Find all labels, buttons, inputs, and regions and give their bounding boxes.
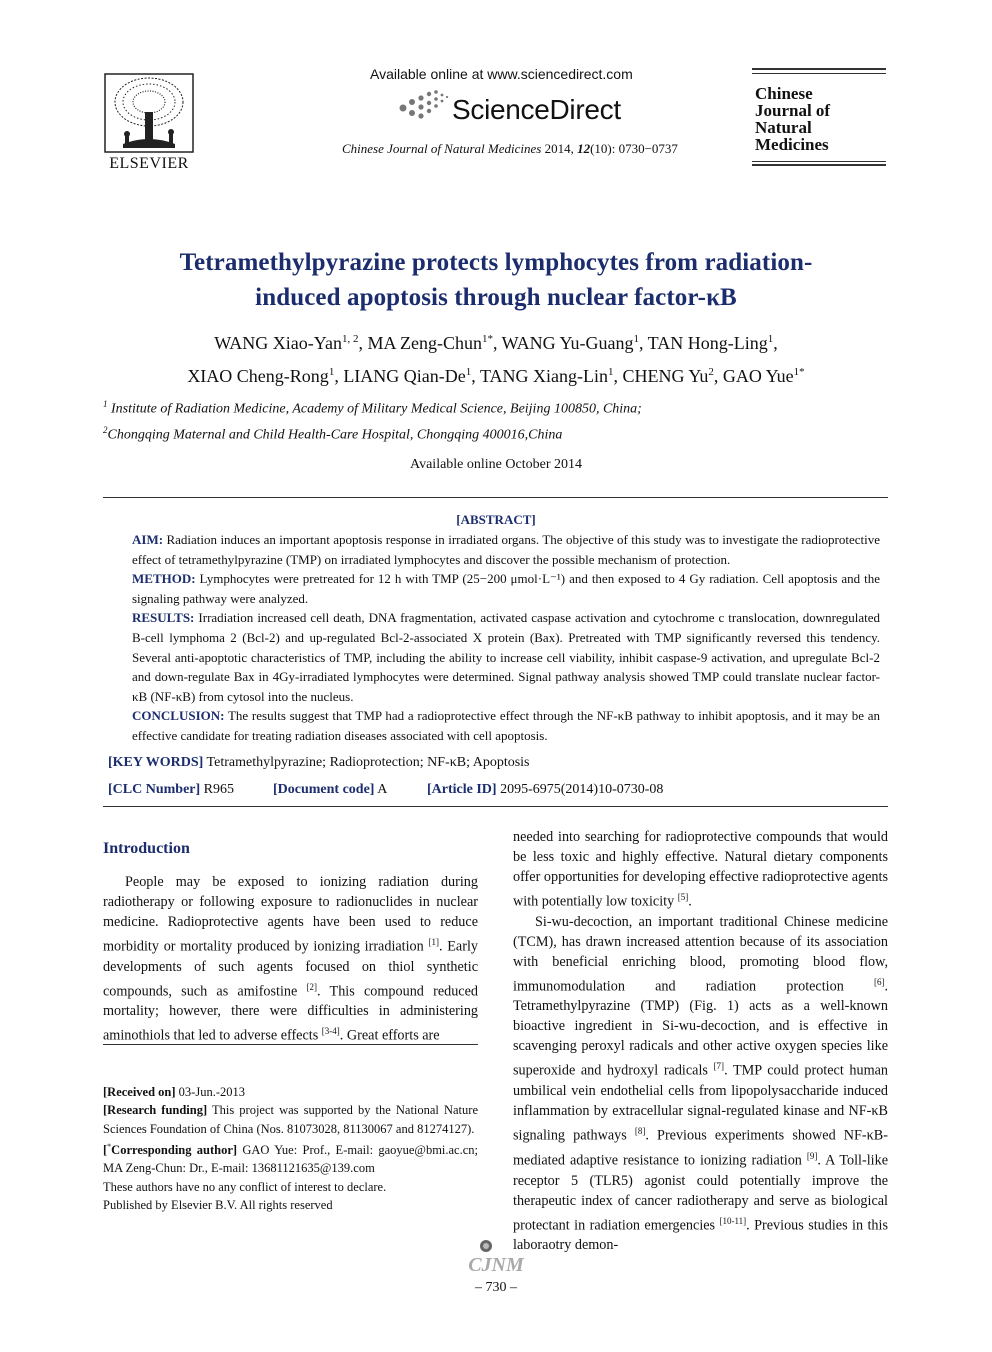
journal-title: Chinese Journal of Natural Medicines (755, 84, 831, 154)
citation-ref[interactable]: [7] (713, 1061, 725, 1072)
citation-ref[interactable]: [2] (306, 981, 318, 992)
abstract-heading: [ABSTRACT] (456, 512, 536, 527)
left-column-text: People may be exposed to ionizing radiation during radiotherapy or following exposure to radionuclides in nuclear medicine. Radioprotective agents have been used to reduce morbidity or mortality produced by ionizing irradiation [1]. Early developments of such agents focused on thiol synthetic compounds, such as amifostine [2]. This compound reduced mortality; however, there were difficulties in administering aminothiols that led to adverse effects [3-4]. Great efforts are (103, 874, 478, 1045)
divider (103, 497, 888, 498)
citation-ref[interactable]: [1] (428, 937, 439, 947)
keywords: [KEY WORDS] Tetramethylpyrazine; Radioprotection; NF-κB; Apoptosis (108, 755, 530, 770)
available-online-date: Available online October 2014 (410, 457, 582, 472)
citation-ref[interactable]: [10-11] (719, 1215, 747, 1226)
clc-number: [CLC Number] R965 (108, 782, 234, 797)
abstract-body: AIM: Radiation induces an important apoptosis response in irradiated organs. The objective of this study was to investigate the radioprotective effect of tetramethylpyrazine (TMP) on irradiated lymphocytes and discover the possible mechanism of protection. METHOD: Lymphocytes were pretreated for 12 h with TMP (25−200 μmol·L⁻¹) and then exposed to 4 Gy radiation. Cell apoptosis and the signaling pathway were analyzed. RESULTS: Irradiation increased cell death, DNA fragmentation, activated caspase activation and cytochrome c translocation, downregulated B-cell lymphoma 2 (Bcl-2) and up-regulated Bcl-2-associated X protein (Bax). Pretreated with TMP significantly reversed this tendency. Several anti-apoptotic characteristics of TMP, including the ability to increase cell viability, inhibit caspase-9 activation, and upregulate Bcl-2 and down-regulate Bax in 4Gy-irradiated lymphocytes were determined. Signal pathway analysis showed TMP could translate nuclear factor-κB (NF-κB) from cytosol into the nucleus. CONCLUSION: The results suggest that TMP had a radioprotective effect through the NF-κB pathway to inhibit apoptosis, and it may be an effective candidate for treating radiation diseases associated with cell apoptosis. (132, 532, 880, 743)
citation-ref[interactable]: [5] (677, 892, 689, 902)
footer-logo-text: CJNM (468, 1254, 524, 1276)
citation-ref[interactable]: [8] (634, 1126, 646, 1137)
author-list: WANG Xiao-Yan$^{1, 2}$, MA Zeng-Chun$^{1*}$, WANG Yu-Guang$^1$, TAN Hong-Ling$^1$, XIAO Cheng-Rong$^1$, LIANG Qian-De$^1$, TANG Xiang-Lin$^1$, CHENG Yu$^2$, GAO Yue$^{1*}$ (187, 333, 805, 386)
right-column-text: needed into searching for radioprotective compounds that would be less toxic and highly effective. Natural dietary components offer opportunities for developing effective radioprotective agents with potentially low toxicity [5]. Si-wu-decoction, an important traditional Chinese medicine (TCM), has drawn increased attention because of its association with beneficial enriching blood, promoting blood flow, immunomodulation and radiation protection [6]. Tetramethylpyrazine (TMP) (Fig. 1) acts as a well-known bioactive ingredient in Si-wu-decoction, and is effective in scavenging peroxyl radicals and other active oxygen species like superoxide and hydroxyl radicals [7]. TMP could protect human umbilical vein endothelial cells from lipopolysaccharide induced inflammation by extracellular signal-regulated kinase and NF-κB signaling pathways [8]. Previous experiments showed NF-κB-mediated adaptive resistance to ionizing radiation [9]. A Toll-like receptor 5 (TLR5) agonist could potentially improve the therapeutic index of cancer radiotherapy and serve as biological protectant in radiation emergencies [10-11]. Previous studies in this laboraotry demon- (513, 829, 888, 1254)
page-number: – 730 – (475, 1280, 517, 1295)
divider (103, 806, 888, 807)
citation-ref[interactable]: [9] (806, 1150, 818, 1161)
article-id: [Article ID] 2095-6975(2014)10-0730-08 (427, 782, 664, 797)
citation-ref[interactable]: [6] (873, 976, 885, 987)
journal-citation: Chinese Journal of Natural Medicines 2014, 12(10): 0730−0737 (342, 141, 678, 156)
affiliation-1: $^1$ Institute of Radiation Medicine, Academy of Military Medical Science, Beijing 100850, China; (103, 399, 642, 417)
available-online-url[interactable]: Available online at www.sciencedirect.com (370, 66, 633, 82)
document-code: [Document code] A (273, 782, 388, 797)
citation-ref[interactable]: [3-4] (321, 1026, 340, 1037)
sciencedirect-wordmark: ScienceDirect (452, 94, 621, 125)
footnote-divider (103, 1044, 478, 1045)
affiliation-2: $^2$Chongqing Maternal and Child Health-Care Hospital, Chongqing 400016,China (103, 425, 563, 443)
cjnm-footer-logo (458, 1238, 534, 1278)
section-heading: Introduction (103, 840, 190, 857)
footnotes: [Received on] 03-Jun.-2013 [Research funding] This project was supported by the National Nature Sciences Foundation of China (Nos. 81073028, 81130067 and 81274127). [*Corresponding author] GAO Yue: Prof., E-mail: gaoyue@bmi.ac.cn; MA Zeng-Chun: Dr., E-mail: 13681121635@139.com These authors have no any conflict of interest to declare. Published by Elsevier B.V. All rights reserved (103, 1085, 479, 1212)
article-title: Tetramethylpyrazine protects lymphocytes from radiation- induced apoptosis through nuclear factor-κB (179, 249, 813, 311)
publisher-name: ELSEVIER (109, 155, 189, 172)
